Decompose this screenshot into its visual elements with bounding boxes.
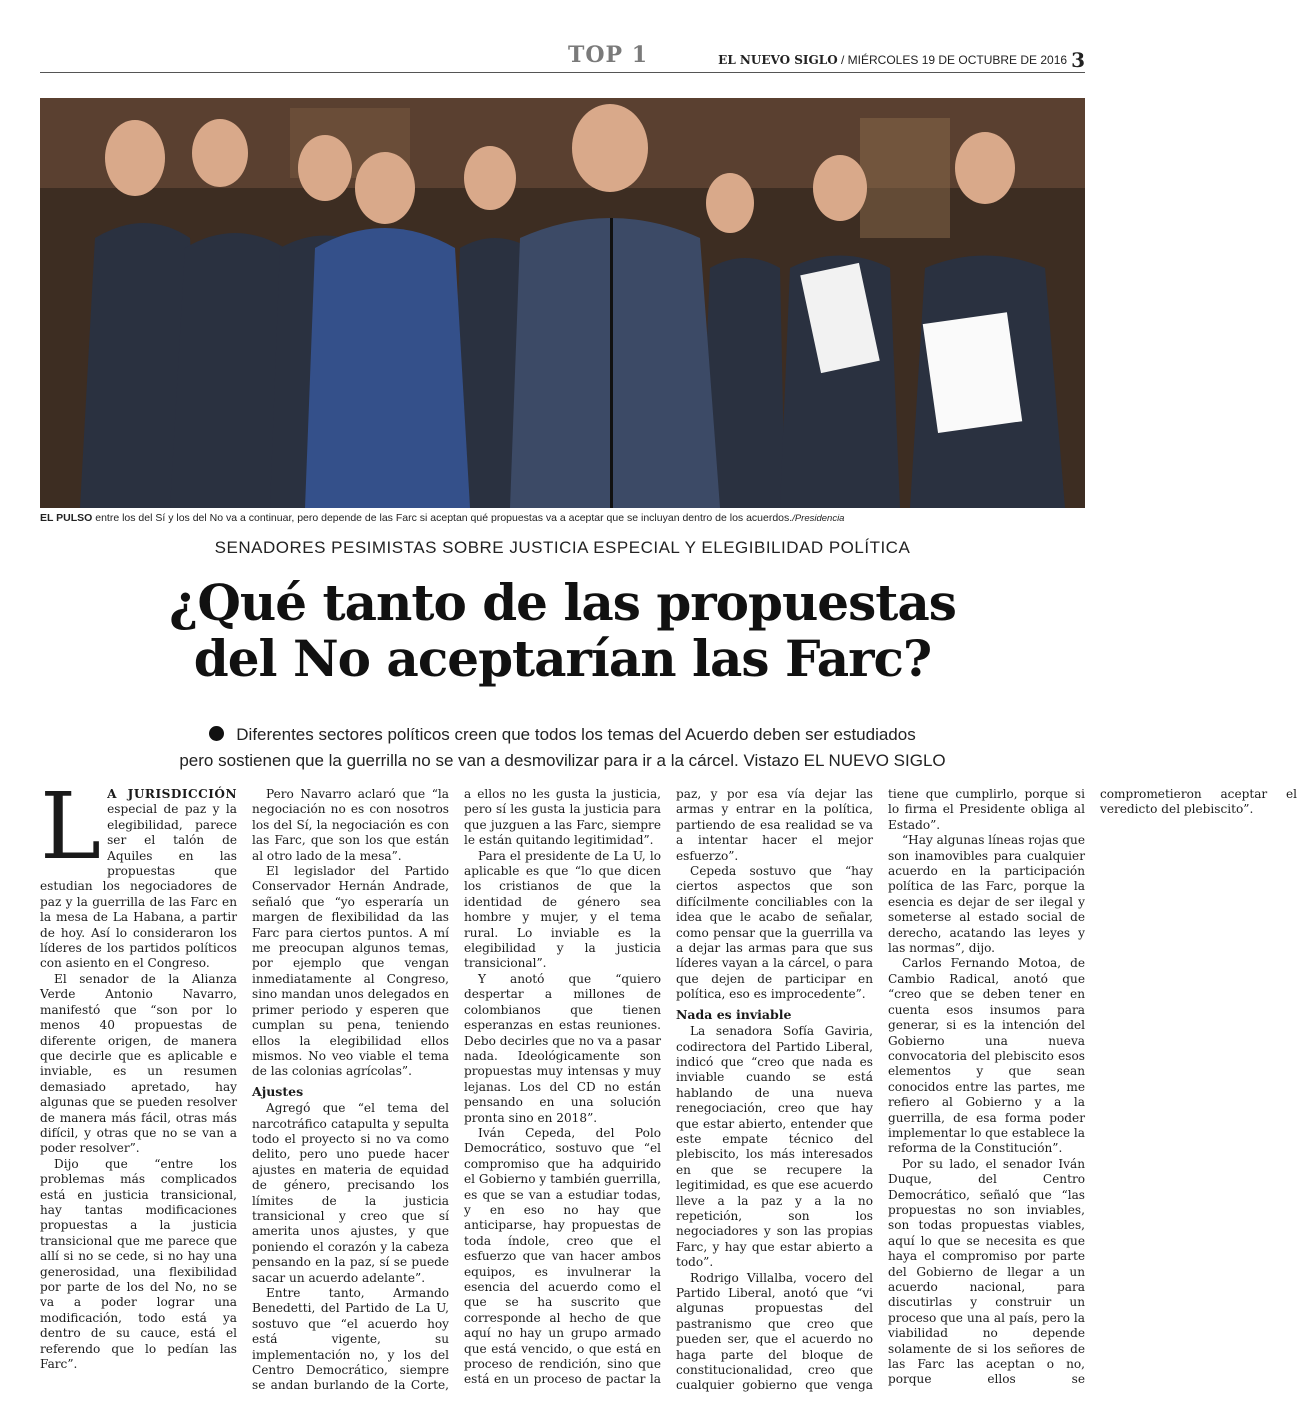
page-number: 3 xyxy=(1071,48,1085,72)
page-header xyxy=(40,40,1085,73)
paragraph: Entre tanto, Armando Benedetti, del Partido de La U, sostuvo que “el acuerdo hoy está vigente, su implementación no, y los del Centro Democrático, siempre se andan burlando de la Corte, a ellos no les gusta la justicia, pero sí les gusta la justicia para que juzguen a las Farc, siempre le están quitando legitimidad”. xyxy=(252,787,661,1393)
issue-date: / MIÉRCOLES 19 DE OCTUBRE DE 2016 xyxy=(837,53,1068,67)
deck-line-2: pero sostienen que la guerrilla no se van a desmovilizar para ir a la cárcel. Vistazo EL NUEVO SIGLO xyxy=(179,751,946,770)
photo-credit: /Presidencia xyxy=(792,513,845,524)
caption-lead: EL PULSO xyxy=(40,512,93,524)
caption-text: entre los del Sí y los del No va a continuar, pero depende de las Farc si aceptan qué propuestas va a aceptar que se incluyan dentro de los acuerdos. xyxy=(92,512,793,524)
paragraph: Y anotó que “quiero despertar a millones de colombianos que tienen esperanzas en estas reuniones. Debo decirles que no va a pasar nada. Ideológicamente son propuestas muy intensas y muy lejanas. Los del CD no están pensando en una solución pronta sino en 2018”. xyxy=(464,971,661,1125)
paragraph: Agregó que “el tema del narcotráfico catapulta y sepulta todo el proyecto si no va como delito, pero uno puede hacer ajustes en materia de equidad de género, precisando los límites de la justicia transicional y creo que sí amerita unos ajustes, y que poniendo el corazón y la cabeza pensando en la paz, sí se puede sacar un acuerdo adelante”. xyxy=(252,1101,449,1285)
paragraph: El legislador del Partido Conservador Hernán Andrade, señaló que “yo esperaría un margen de flexibilidad da las Farc para ciertos puntos. A mí me preocupan algunos temas, por ejemplo que vengan inmediatamente al Congreso, sino mandan unos delegados en primer periodo y esperen que cumplan su pena, teniendo ellos la elegibilidad ellos mismos. No veo viable el tema de las colonias agrícolas”. xyxy=(252,864,449,1079)
section-label: TOP 1 xyxy=(568,42,649,68)
subhead-ajustes: Ajustes xyxy=(252,1083,304,1099)
deck-line-1: Diferentes sectores políticos creen que todos los temas del Acuerdo deben ser estudiados xyxy=(236,725,916,744)
paragraph: Rodrigo Villalba, vocero del Partido Liberal, anotó que “vi algunas propuestas del pastranismo que creo que pueden ser, que el acuerdo no haga parte del bloque de constitucionalidad, creo que cualquier gobierno que venga tiene que cumplirlo, porque si lo firma el Presidente obliga al Estado”. xyxy=(676,787,1085,1393)
masthead xyxy=(718,48,1085,72)
paragraph: Dijo que “entre los problemas más complicados está en justicia transicional, hay tantas modificaciones propuestas a la justicia transicional que me parece que allí si no se cede, si no hay una generosidad, una flexibilidad por parte de los del No, no se va a poder lograr una modificación, todo está ya dentro de su cauce, está el referendo que lo pedían las Farc”. xyxy=(40,1156,237,1372)
lead-in: A JURISDICCIÓN xyxy=(107,787,237,801)
paragraph-1: especial de paz y la elegibilidad, parece ser el talón de Aquiles en las propuestas que estudian los negociadores de paz y la guerrilla de las Farc en la mesa de La Habana, a partir de hoy. Así lo consideraron los líderes de los partidos políticos con asiento en el Congreso. xyxy=(40,802,237,971)
paragraph: El senador de la Alianza Verde Antonio Navarro, manifestó que “son por lo menos 40 propuestas de diferente origen, de manera que decirle que es aplicable e inviable, es un resumen demasiado apretado, hay algunas que se pueden resolver de manera más fácil, otras más difícil, y otras que no se van a poder resolver”. xyxy=(40,971,237,1156)
drop-cap: L xyxy=(40,773,102,880)
subhead-nada-es-inviable: Nada es inviable xyxy=(676,1006,792,1022)
kicker: SENADORES PESIMISTAS SOBRE JUSTICIA ESPECIAL Y ELEGIBILIDAD POLÍTICA xyxy=(214,538,911,557)
paragraph: Carlos Fernando Motoa, de Cambio Radical, anotó que “creo que se deben tener en cuenta esos insumos para generar, si es la intención del Gobierno una nueva convocatoria del plebiscito esos elementos y que sean conocidos entre las partes, me refiero al Gobierno y a la guerrilla, de esa forma poder implementar lo que establece la reforma de la Constitución”. xyxy=(888,956,1085,1156)
paragraph: “Hay algunas líneas rojas que son inamovibles para cualquier acuerdo en la participación política de las Farc, porque la esencia es dejar de ser ilegal y someterse al estado social de derecho, acatando las leyes y las normas”, dijo. xyxy=(888,833,1085,956)
headline-line-1: ¿Qué tanto de las propuestas xyxy=(169,573,956,632)
paragraph: La senadora Sofía Gaviria, codirectora del Partido Liberal, indicó que “creo que nada es inviable cuando se está hablando de una nueva renegociación, creo que hay que estar abierto, entender que este empate técnico del plebiscito, los más interesados en que se recupere la legitimidad, es que ese acuerdo lleve a la paz y a la no repetición, son los negociadores y son las propias Farc, y hay que estar abierto a todo”. xyxy=(676,1024,873,1270)
article-body xyxy=(40,773,1297,1399)
photo-illustration xyxy=(40,98,1085,508)
headline-line-2: del No aceptarían las Farc? xyxy=(193,629,932,688)
headline xyxy=(0,575,1125,687)
bullet-icon xyxy=(209,726,224,741)
paper-name: EL NUEVO SIGLO xyxy=(718,53,838,67)
paragraph: Iván Cepeda, del Polo Democrático, sostuvo que “el compromiso que ha adquirido el Gobierno y también guerrilla, es que se van a estudiar todas, y en eso no hay que anticiparse, hay propuestas de toda índole, creo que el esfuerzo que van hacer ambos equipos, es invulnerar la esencia del acuerdo como el que se ha suscrito que corresponde al hecho de que aquí no hay un grupo armado que está vencido, o que está en proceso de rendición, sino que está en un proceso de pactar la paz, y por esa vía dejar las armas y entrar en la política, partiendo de esa realidad se va a intentar hacer el mejor esfuerzo”. xyxy=(464,787,873,1387)
paragraph: Por su lado, el senador Iván Duque, del Centro Democrático, señaló que “las propuestas no son inviables, son todas propuestas viables, aquí lo que se necesita es que haya el compromiso por parte del Gobierno de llegar a un acuerdo nacional, para discutirlas y construir un proceso que una al país, pero la viabilidad no depende solamente de si los señores de las Farc las aceptan o no, porque ellos se comprometieron aceptar el veredicto del plebiscito”. xyxy=(888,787,1297,1387)
deck xyxy=(40,722,1085,774)
paragraph: Para el presidente de La U, lo aplicable es que “lo que dicen los cristianos de que la identidad de género sea hombre y mujer, y el tema rural. Lo inviable es la elegibilidad y la justicia transicional”. xyxy=(464,848,661,971)
paragraph-lead xyxy=(40,773,237,972)
photo-caption xyxy=(40,512,1085,524)
paragraph: Cepeda sostuvo que “hay ciertos aspectos que son difícilmente conciliables con la idea que le acabo de señalar, como pensar que la guerrilla va a dejar las armas para que sus líderes vayan a la cárcel, o para que dejen de participar en política, eso es improcedente”. xyxy=(676,864,873,1002)
paragraph: Pero Navarro aclaró que “la negociación no es con nosotros los del Sí, la negociación es con las Farc, que son los que están al otro lado de la mesa”. xyxy=(252,787,449,863)
lead-photo xyxy=(40,98,1085,508)
